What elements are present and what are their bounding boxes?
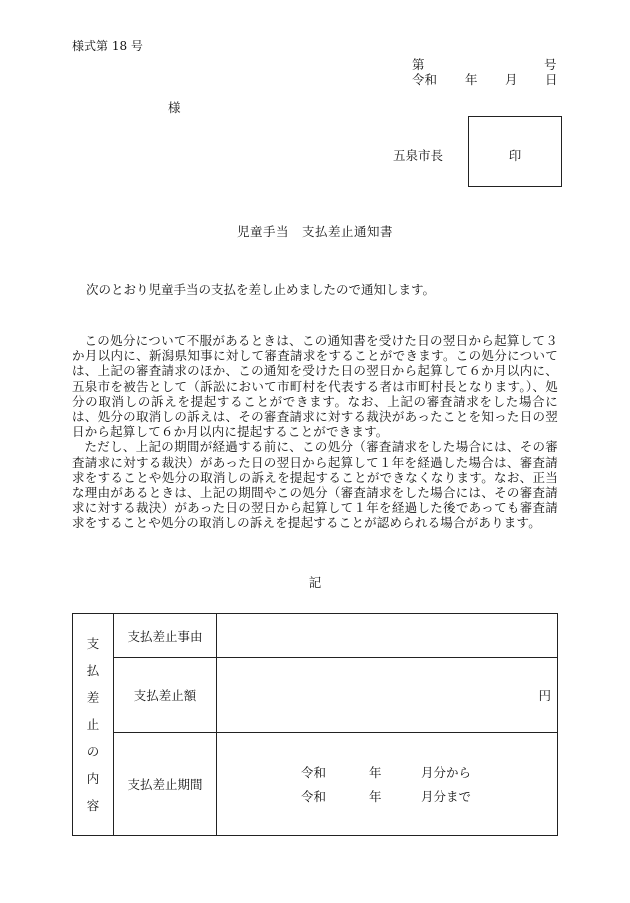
appeal-notice-paragraph: この処分について不服があるときは、この通知書を受けた日の翌日から起算して３か月以内に、新潟県知事に対して審査請求をすることができます。この処分については、上記の審査請求のほか、この通知を受けた日の翌日から起算して６か月以内に、五泉市を被告として（訴訟において市町村を代表する者は市町村長となります。）、処分の取消しの訴えを提起することができます。なお、上記の審査請求をした場合には、処分の取消しの訴えは、その審査請求に対する裁決があったことを知った日の翌日から起算して６か月以内に提起することができます。 bbox=[72, 333, 558, 440]
date-month: 月 bbox=[505, 72, 518, 87]
period-label: 支払差止期間 bbox=[114, 733, 217, 836]
reason-label: 支払差止事由 bbox=[114, 614, 217, 658]
period-to-month: 月分まで bbox=[421, 789, 472, 804]
document-number-prefix: 第 bbox=[412, 57, 425, 72]
period-from-month: 月分から bbox=[421, 765, 472, 780]
vertical-header-char: 支 bbox=[86, 636, 100, 651]
period-to-era: 令和 bbox=[301, 789, 327, 804]
period-from-era: 令和 bbox=[301, 765, 327, 780]
vertical-header bbox=[73, 614, 114, 836]
issuer-name: 五泉市長 bbox=[393, 148, 444, 163]
period-to-year: 年 bbox=[369, 789, 382, 804]
appeal-notice bbox=[72, 333, 558, 531]
period-from-year: 年 bbox=[369, 765, 382, 780]
period-value[interactable] bbox=[217, 733, 558, 836]
date-year: 年 bbox=[465, 72, 478, 87]
lead-sentence: 次のとおり児童手当の支払を差し止めましたので通知します。 bbox=[86, 282, 436, 297]
document-title: 児童手当 支払差止通知書 bbox=[236, 224, 393, 239]
seal-box bbox=[468, 116, 562, 187]
appeal-notice-paragraph: ただし、上記の期間が経過する前に、この処分（審査請求をした場合には、その審査請求に対する裁決）があった日の翌日から起算して１年を経過した場合は、審査請求をすることや処分の取消しの訴えを提起することができなくなります。なお、正当な理由があるときは、上記の期間やこの処分（審査請求をした場合には、その審査請求に対する裁決）があった日の翌日から起算して１年を経過した後であっても審査請求をすることや処分の取消しの訴えを提起することが認められる場合があります。 bbox=[72, 439, 558, 531]
form-number: 様式第 18 号 bbox=[72, 39, 143, 53]
vertical-header-char: 止 bbox=[86, 717, 100, 732]
reason-value[interactable] bbox=[217, 614, 558, 658]
ki-heading: 記 bbox=[308, 575, 322, 590]
vertical-header-char: 差 bbox=[86, 690, 100, 705]
period-from bbox=[301, 763, 557, 781]
suspension-details-table bbox=[72, 613, 558, 836]
document-number-suffix: 号 bbox=[544, 57, 557, 72]
amount-label: 支払差止額 bbox=[114, 658, 217, 733]
date-era: 令和 bbox=[412, 72, 438, 87]
vertical-header-char: 内 bbox=[86, 771, 100, 786]
seal-label: 印 bbox=[508, 148, 522, 163]
period-to bbox=[301, 787, 557, 805]
vertical-header-char: 払 bbox=[86, 663, 100, 678]
amount-value[interactable] bbox=[217, 658, 558, 733]
date-day: 日 bbox=[545, 72, 558, 87]
addressee-suffix: 様 bbox=[168, 100, 181, 115]
vertical-header-char: の bbox=[86, 744, 100, 759]
vertical-header-char: 容 bbox=[86, 798, 100, 813]
amount-unit: 円 bbox=[538, 688, 551, 703]
